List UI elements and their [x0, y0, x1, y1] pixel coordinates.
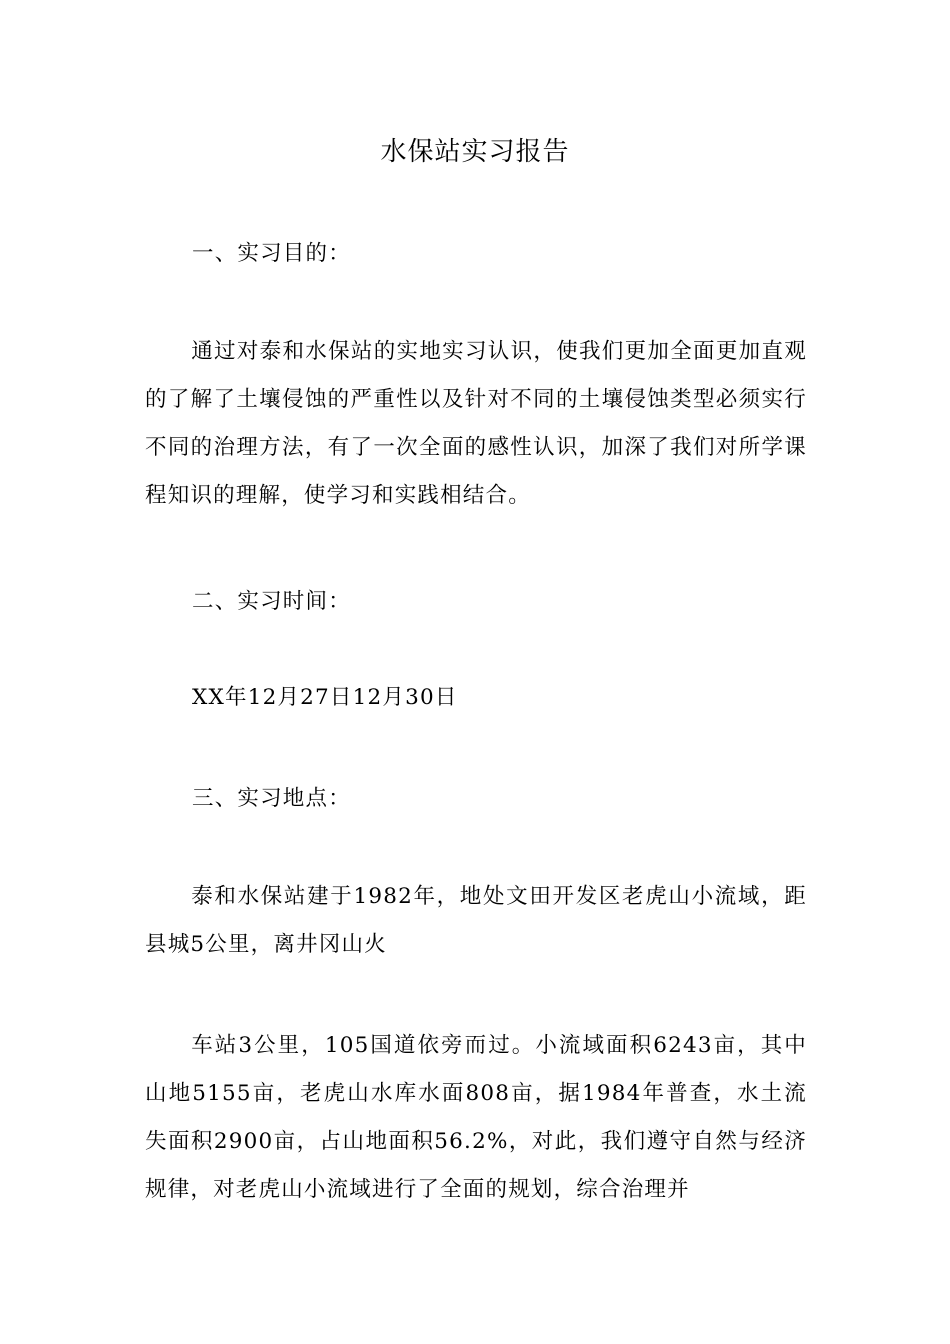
section-heading-time: 二、实习时间：: [192, 589, 351, 614]
section-body-location-part2: 车站3公里，105国道依旁而过。小流域面积6243亩，其中山地5155亩，老虎山水库水面808亩，据1984年普查，水土流失面积2900亩，占山地面积56.2%，对此，我们遵守自然与经济规律，对老虎山小流域进行了全面的规划，综合治理并: [145, 1033, 807, 1202]
section-heading-location: 三、实习地点：: [192, 786, 351, 811]
section-body-purpose: 通过对泰和水保站的实地实习认识，使我们更加全面更加直观的了解了土壤侵蚀的严重性以及针对不同的土壤侵蚀类型必须实行不同的治理方法，有了一次全面的感性认识，加深了我们对所学课程知识的理解，使学习和实践相结合。: [145, 339, 807, 508]
section-heading-purpose: 一、实习目的：: [192, 241, 351, 266]
section-body-location-part1: 泰和水保站建于1982年，地处文田开发区老虎山小流域，距县城5公里，离井冈山火: [145, 884, 807, 957]
section-body-time: XX年12月27日12月30日: [192, 685, 458, 710]
document-title: 水保站实习报告: [380, 137, 570, 167]
